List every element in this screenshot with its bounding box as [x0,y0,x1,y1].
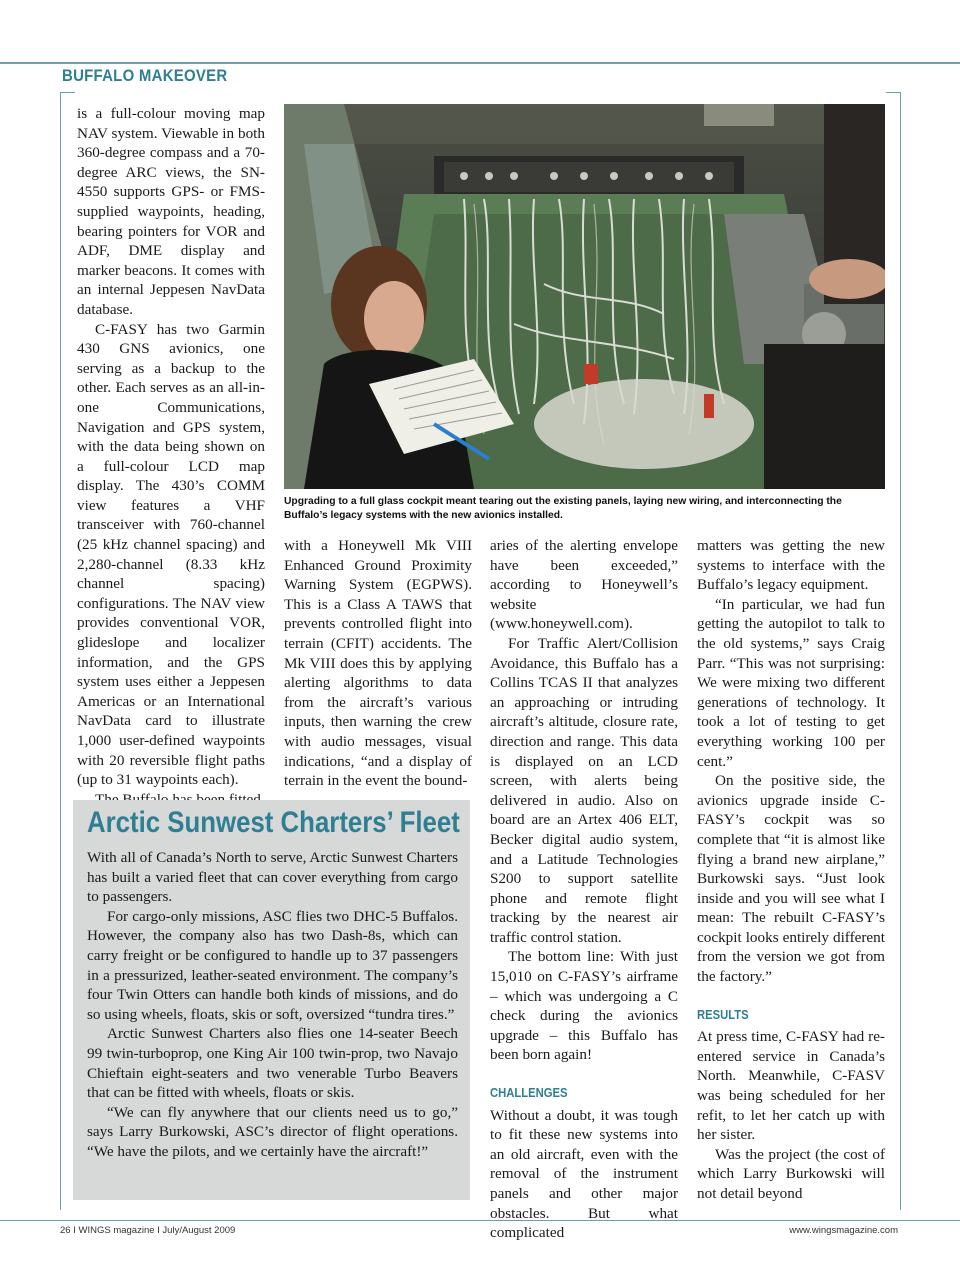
sidebar-paragraph: “We can fly anywhere that our clients need us to go,” says Larry Burkowski, ASC’s director of flight operations. “We have the pilots, and we certainly have the aircraft!” [87,1103,458,1160]
folio: 26 I WINGS magazine I July/August 2009 [60,1225,236,1236]
bottom-rule [0,1220,960,1221]
left-rule [60,92,61,1210]
frame-corner-right [886,92,901,93]
paragraph: Was the project (the cost of which Larry Burkowski will not detail beyond [697,1145,885,1202]
top-rule [0,62,960,64]
article-column-3 [490,536,678,1243]
subhead-results: RESULTS [697,1007,749,1022]
paragraph: matters was getting the new systems to interface with the Buffalo’s legacy equipment. [697,537,885,594]
fleet-sidebar [73,800,470,1200]
paragraph: with a Honeywell Mk VIII Enhanced Ground Proximity Warning System (EGPWS). This is a Class A TAWS that prevents controlled flight into terrain (CFIT) accidents. The Mk VIII does this by applying alerting algorithms to data from the aircraft’s various inputs, then warning the crew with audio messages, visual indications, “and a display of terrain in the event the bound- [284,537,472,790]
article-column-2 [284,536,472,791]
sidebar-paragraph: Arctic Sunwest Charters also flies one 14-seater Beech 99 twin-turboprop, one King Air 100 twin-prop, two Navajo Chieftain eight-seaters and two venerable Turbo Beavers that can be fitted with wheels, floats or skis. [87,1025,458,1102]
paragraph: On the positive side, the avionics upgrade inside C-FASY’s cockpit was so complete that “it is almost like flying a brand new airplane,” Burkowski says. “Just look inside and you will see what I mean: The rebuilt C-FASY’s cockpit looks entirely different from the version we got from the factory.” [697,772,885,986]
article-column-1 [77,104,265,809]
photo-caption: Upgrading to a full glass cockpit meant tearing out the existing panels, laying new wiring, and interconnecting the Buffalo’s legacy systems with the new avionics installed. [284,496,842,521]
sidebar-paragraph: With all of Canada’s North to serve, Arctic Sunwest Charters has built a varied fleet that can cover everything from cargo to passengers. [87,849,458,906]
sidebar-title: Arctic Sunwest Charters’ Fleet [87,806,460,839]
article-column-4 [697,536,885,1204]
subhead-challenges: CHALLENGES [490,1086,568,1101]
cockpit-photo-image [284,104,885,489]
paragraph: Without a doubt, it was tough to fit these new systems into an old aircraft, even with the removal of the instrument panels and other major obstacles. But what complicated [490,1106,678,1242]
sidebar-body [87,848,458,1162]
sidebar-paragraph: For cargo-only missions, ASC flies two DHC-5 Buffalos. However, the company also has two Dash-8s, which can carry freight or be configured to handle up to 37 passengers in a pressurized, leather-seated environment. The company’s four Twin Otters can handle both kinds of missions, and do so using wheels, floats, skis or soft, oversized “tundra tires.” [87,907,458,1023]
cockpit-photo [284,104,885,489]
paragraph: aries of the alerting envelope have been exceeded,” according to Honeywell’s website (www.honeywell.com). [490,537,678,633]
website-url: www.wingsmagazine.com [789,1225,898,1236]
paragraph: The bottom line: With just 15,010 on C-FASY’s airframe – which was undergoing a C check during the avionics upgrade – this Buffalo has been born again! [490,948,678,1064]
paragraph: is a full-colour moving map NAV system. Viewable in both 360-degree compass and a 70-degree ARC views, the SN-4550 supports GPS- or FMS-supplied waypoints, heading, bearing pointers for VOR and ADF, DME display and marker beacons. It comes with an internal Jeppesen NavData database. [77,105,265,318]
paragraph: “In particular, we had fun getting the autopilot to talk to the old systems,” says Craig Parr. “This was not surprising: We were mixing two different generations of technology. It took a lot of testing to get everything working 100 per cent.” [697,595,885,770]
paragraph: For Traffic Alert/Collision Avoidance, this Buffalo has a Collins TCAS II that analyzes an approaching or intruding aircraft’s altitude, closure rate, direction and range. This data is displayed on an LCD screen, with alerts being delivered in audio. Also on board are an Artex 406 ELT, Becker digital audio system, and a Latitude Technologies S200 to support satellite phone and remote flight tracking by the nearest air traffic control station. [490,634,678,946]
section-label: BUFFALO MAKEOVER [62,66,228,85]
paragraph: C-FASY has two Garmin 430 GNS avionics, one serving as a backup to the other. Each serves as an all-in-one Communications, Navigation and GPS system, with the data being shown on a full-colour LCD map display. The 430’s COMM view features a VHF transceiver with 760-channel (25 kHz channel spacing) and 2,280-channel (8.33 kHz channel spacing) configurations. The NAV view provides conventional VOR, glideslope and localizer information, and the GPS system uses either a Jeppesen Americas or an International NavData card to illustrate 1,000 user-defined waypoints with 20 reversible flight paths (up to 31 waypoints each). [77,320,265,789]
right-rule [900,92,901,1210]
paragraph: At press time, C-FASY had re-entered service in Canada’s North. Meanwhile, C-FASV was being scheduled for her refit, to let her catch up with her sister. [697,1028,885,1144]
frame-corner-left [60,92,75,93]
